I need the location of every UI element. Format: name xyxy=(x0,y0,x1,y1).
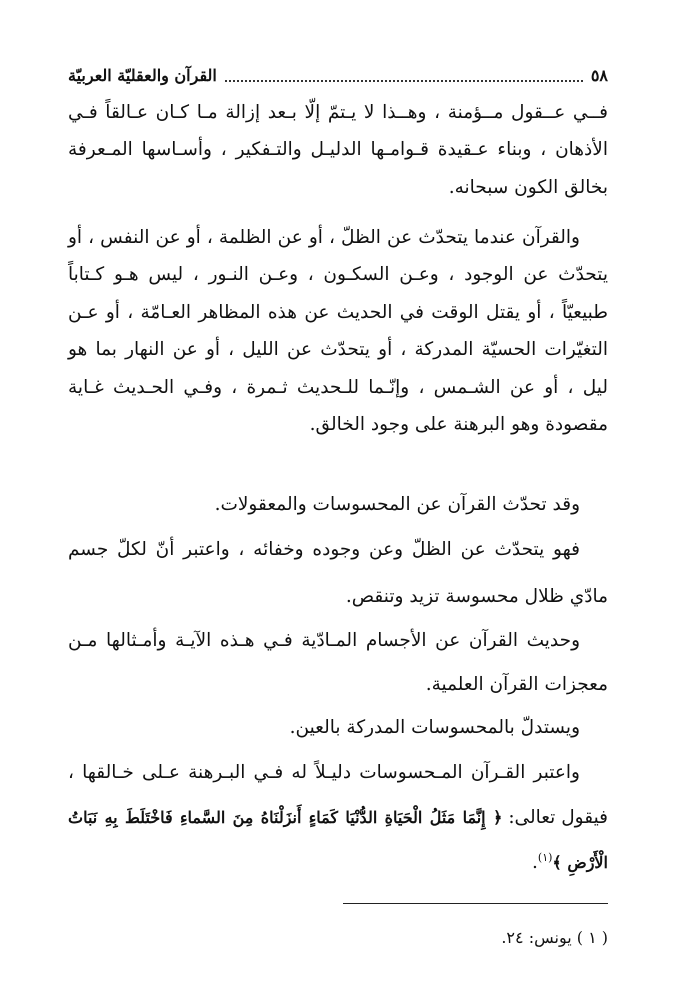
text-line: الأذهان ، وبناء عـقيدة قـوامـها الدليـل والتـفكير ، وأسـاسها المـعرفة xyxy=(68,139,608,160)
text-line: ليل ، أو عن الشـمس ، وإنّـما للـحديث ثـمرة ، وفـي الحـديث غـاية xyxy=(68,377,608,398)
quran-verse: ﴿ إِنَّمَا مَثَلُ الْحَيَاةِ الدُّنْيَا كَمَاءٍ أَنزَلْنَاهُ مِنَ السَّماءِ فَاخْتَلَطَ بِهِ نَبَاتُ xyxy=(68,808,503,827)
page-number: ٥٨ xyxy=(590,65,608,85)
text-line: معجزات القرآن العلمية. xyxy=(425,674,608,695)
text-line xyxy=(68,843,608,878)
text-line: واعتبر القـرآن المـحسوسات دليـلاً له فـي البـرهنة عـلى خـالقها ، xyxy=(68,762,580,783)
text-line: والقرآن عندما يتحدّث عن الظلّ ، أو عن الظلمة ، أو عن النفس ، أو xyxy=(68,227,580,248)
text-line: التغيّرات الحسيّة المدركة ، أو يتحدّث عن الليل ، أو عن النهار بما هو xyxy=(68,339,608,360)
text-line: مقصودة وهو البرهنة على وجود الخالق. xyxy=(309,414,608,435)
footnote-ref: (١) xyxy=(537,851,553,864)
quran-verse-end: الْأَرْضِ ﴾ xyxy=(552,853,608,873)
period: . xyxy=(532,852,538,874)
text-line: فهو يتحدّث عن الظلّ وعن وجوده وخفائه ، واعتبر أنّ لكلّ جسم xyxy=(68,539,580,560)
footnote: ( ١ ) يونس: ٢٤. xyxy=(501,928,608,947)
verse-intro: فيقول تعالى: xyxy=(508,807,608,828)
running-title: القرآن والعقليّة العربيّة xyxy=(68,65,217,85)
text-line: طبيعيّاً ، أو يقتل الوقت في الحديث عن هذه المظاهر العـامّة ، أو عـن xyxy=(68,302,608,323)
text-line: بخالق الكون سبحانه. xyxy=(448,177,608,198)
running-header xyxy=(68,62,608,88)
text-line: وقد تحدّث القرآن عن المحسوسات والمعقولات. xyxy=(214,494,580,515)
text-line: وحديث القرآن عن الأجسام المـادّية فـي هـذه الآيـة وأمـثالها مـن xyxy=(68,630,580,651)
footnote-separator xyxy=(343,903,608,904)
text-line: فــي عــقول مــؤمنة ، وهــذا لا يـتمّ إلّا بـعد إزالة مـا كـان عـالقاً فـي xyxy=(68,102,608,123)
text-line-verse xyxy=(68,803,608,833)
text-line: ويستدلّ بالمحسوسات المدركة بالعين. xyxy=(289,717,580,738)
header-leader-dots xyxy=(225,68,583,82)
text-line: مادّي ظلال محسوسة تزيد وتنقص. xyxy=(345,586,608,607)
text-line: يتحدّث عن الوجود ، وعـن السكـون ، وعـن النـور ، ليس هـو كـتاباً xyxy=(68,264,608,285)
